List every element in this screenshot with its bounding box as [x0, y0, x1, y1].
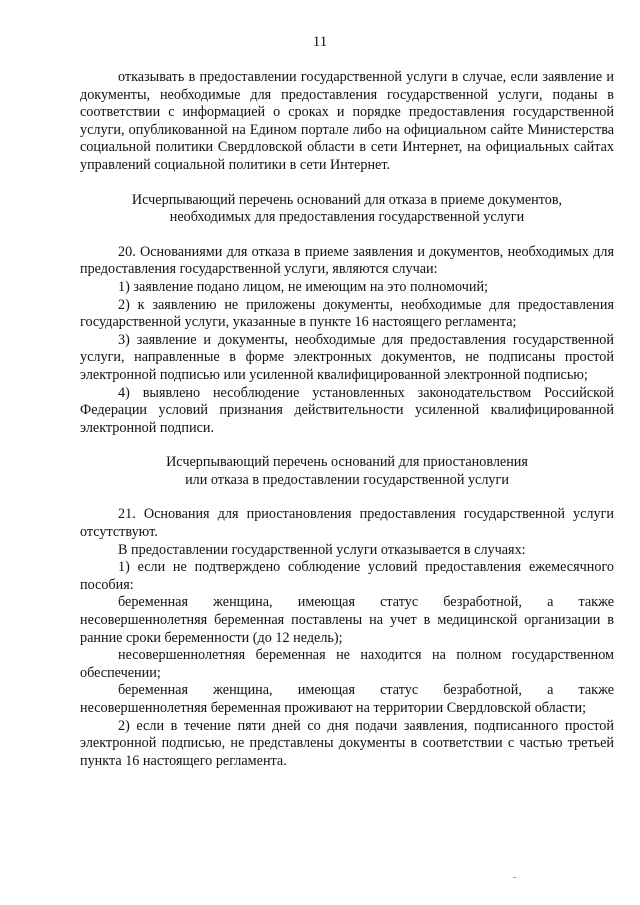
paragraph-20-item-1: 1) заявление подано лицом, не имеющим на это полномочий;	[118, 278, 488, 295]
scan-mark	[513, 877, 516, 878]
section-heading-suspension-line-1: Исчерпывающий перечень оснований для приостановления	[166, 454, 528, 471]
document-body	[80, 69, 614, 770]
paragraph-21: 21. Основания для приостановления предоставления государственной услуги отсутствуют.	[80, 506, 614, 541]
paragraph-20-item-2: 2) к заявлению не приложены документы, необходимые для предоставления государственной услуги, указанные в пункте 16 настоящего регламента;	[80, 296, 614, 331]
paragraph-21-item-1-condition-c: беременная женщина, имеющая статус безработной, а также несовершеннолетняя беременная проживают на территории Свердловской области;	[80, 682, 614, 716]
section-heading-refusal-reasons-line-1: Исчерпывающий перечень оснований для отказа в приеме документов,	[131, 191, 563, 208]
paragraph-21-intro: В предоставлении государственной услуги отказывается в случаях:	[118, 541, 526, 558]
paragraph-20: 20. Основаниями для отказа в приеме заявления и документов, необходимых для предоставления государственной услуги, являются случаи:	[80, 243, 614, 278]
paragraph-refusal-condition: отказывать в предоставлении государственной услуги в случае, если заявление и документы, необходимые для предоставления государственной услуги, поданы в соответствии с информацией о сроках и порядке предоставления государственной услуги, опубликованной на Едином портале либо на официальном сайте Министерства социальной политики Свердловской области в сети Интернет, на официальных сайтах управлений социальной политики в сети Интернет.	[80, 69, 614, 173]
paragraph-21-item-1: 1) если не подтверждено соблюдение условий предоставления ежемесячного пособия:	[80, 559, 614, 593]
section-heading-refusal-reasons-line-2: необходимых для предоставления государственной услуги	[169, 209, 525, 226]
section-heading-suspension-line-2: или отказа в предоставлении государственной услуги	[185, 471, 509, 488]
paragraph-20-item-3: 3) заявление и документы, необходимые для предоставления государственной услуги, направленные в форме электронных документов, не подписаны простой электронной подписью или усиленной квалифицированной электронной подписью;	[80, 331, 614, 383]
page-number: 11	[312, 34, 328, 50]
paragraph-20-item-4: 4) выявлено несоблюдение установленных законодательством Российской Федерации условий признания действительности усиленной квалифицированной электронной подписи.	[80, 384, 614, 436]
paragraph-21-item-2: 2) если в течение пяти дней со дня подачи заявления, подписанного простой электронной подписью, не представлены документы в соответствии с частью третьей пункта 16 настоящего регламента.	[80, 717, 614, 769]
paragraph-21-item-1-condition-b: несовершеннолетняя беременная не находится на полном государственном обеспечении;	[80, 647, 614, 681]
paragraph-21-item-1-condition-a: беременная женщина, имеющая статус безработной, а также несовершеннолетняя беременная поставлены на учет в медицинской организации в ранние сроки беременности (до 12 недель);	[80, 594, 614, 646]
